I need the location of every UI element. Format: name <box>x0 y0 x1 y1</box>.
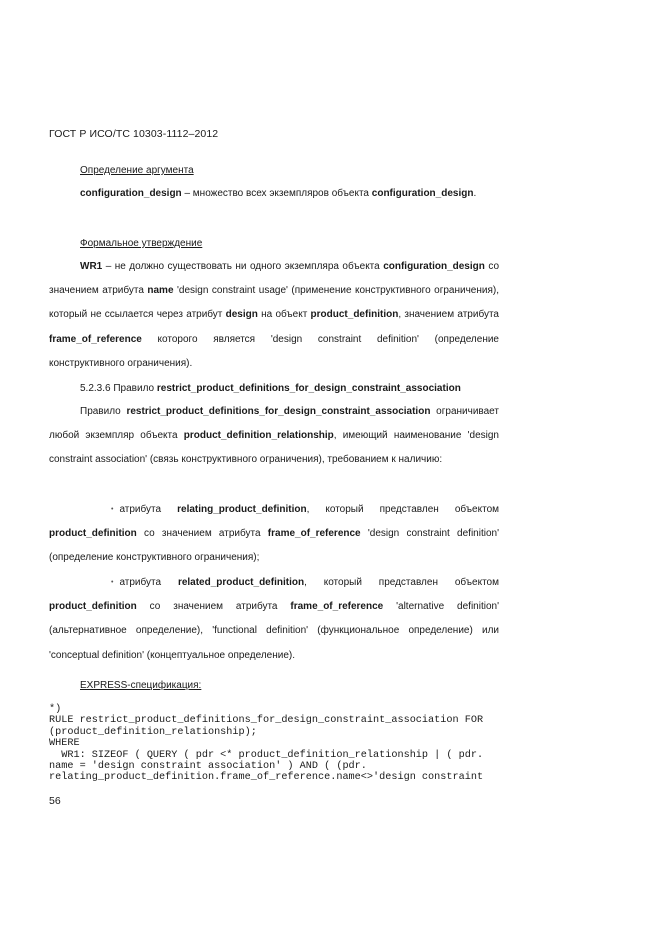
text: , который представлен объектом <box>304 577 499 588</box>
argument-definition-paragraph <box>49 182 499 206</box>
attribute-name: frame_of_reference <box>49 333 142 345</box>
text: 'design constraint usage' (применение конструктивного ограничения), который не ссылается через атрибут <box>49 285 499 321</box>
text: атрибута <box>119 577 178 588</box>
object-name: product_definition <box>310 309 399 321</box>
formal-statement-heading: Формальное утверждение <box>80 238 203 249</box>
text: 'alternative definition' (альтернативное определение), 'functional definition' (функциональное определение) или 'conceptual definition' (концептуальное определение). <box>49 601 499 661</box>
rule-label: WR1 <box>80 261 103 272</box>
text: атрибута <box>119 504 178 515</box>
express-spec-heading: EXPRESS-спецификация: <box>80 680 202 691</box>
rule-name: restrict_product_definitions_for_design_constraint_association <box>156 383 461 394</box>
rule-description-paragraph <box>49 400 499 473</box>
text: со значением атрибута <box>136 528 268 540</box>
text: Правило <box>80 406 127 417</box>
object-name: product_definition_relationship <box>183 430 334 442</box>
text: – не должно существовать ни одного экземпляра объекта <box>102 261 384 272</box>
attribute-name: frame_of_reference <box>267 528 361 540</box>
text: . <box>473 188 477 199</box>
express-code-block: *) RULE restrict_product_definitions_for_design_constraint_association FOR (product_definition_relationship); WHERE WR1: SIZEOF ( QUERY ( pdr <* product_definition_relationship | ( pdr. name = 'design constraint association' ) AND ( (pdr. relating_product_definition.frame_of_reference.name<>'design constraint <box>49 704 484 784</box>
object-name: configuration_design <box>383 261 485 272</box>
attribute-name: related_product_definition <box>177 577 305 588</box>
attribute-name: design <box>225 309 258 321</box>
text: , имеющий наименование 'design constraint association' (связь конструктивного ограничения), требованием к наличию: <box>49 430 499 466</box>
object-name: configuration_design <box>371 188 474 199</box>
text: которого является 'design constraint definition' (определение конструктивного ограничения). <box>49 333 499 369</box>
formal-statement-paragraph <box>49 255 499 376</box>
page-number: 56 <box>49 795 61 807</box>
text: ограничивает любой экземпляр объекта <box>49 406 499 442</box>
attribute-name: name <box>147 285 174 297</box>
rule-name: restrict_product_definitions_for_design_constraint_association <box>126 406 431 417</box>
text: , который представлен объектом <box>306 504 499 515</box>
object-name: product_definition <box>49 528 137 540</box>
document-header: ГОСТ Р ИСО/ТС 10303-1112–2012 <box>49 128 219 140</box>
bullet-icon: • <box>111 506 114 513</box>
argument-definition-heading: Определение аргумента <box>80 165 194 176</box>
list-item <box>49 571 499 668</box>
text: со значением атрибута <box>136 601 291 613</box>
term: configuration_design <box>80 188 182 199</box>
rule-section-title <box>80 383 461 394</box>
bullet-icon: • <box>111 579 114 586</box>
text: – множество всех экземпляров объекта <box>181 188 372 199</box>
text: на объект <box>257 309 311 321</box>
text: со значением атрибута <box>49 261 500 297</box>
section-number: 5.2.3.6 Правило <box>80 383 157 394</box>
attribute-name: frame_of_reference <box>290 601 384 613</box>
attribute-name: relating_product_definition <box>177 504 307 515</box>
text: , значением атрибута <box>398 309 499 321</box>
object-name: product_definition <box>49 601 137 613</box>
list-item <box>49 498 499 571</box>
text: 'design constraint definition' (определение конструктивного ограничения); <box>49 528 499 564</box>
